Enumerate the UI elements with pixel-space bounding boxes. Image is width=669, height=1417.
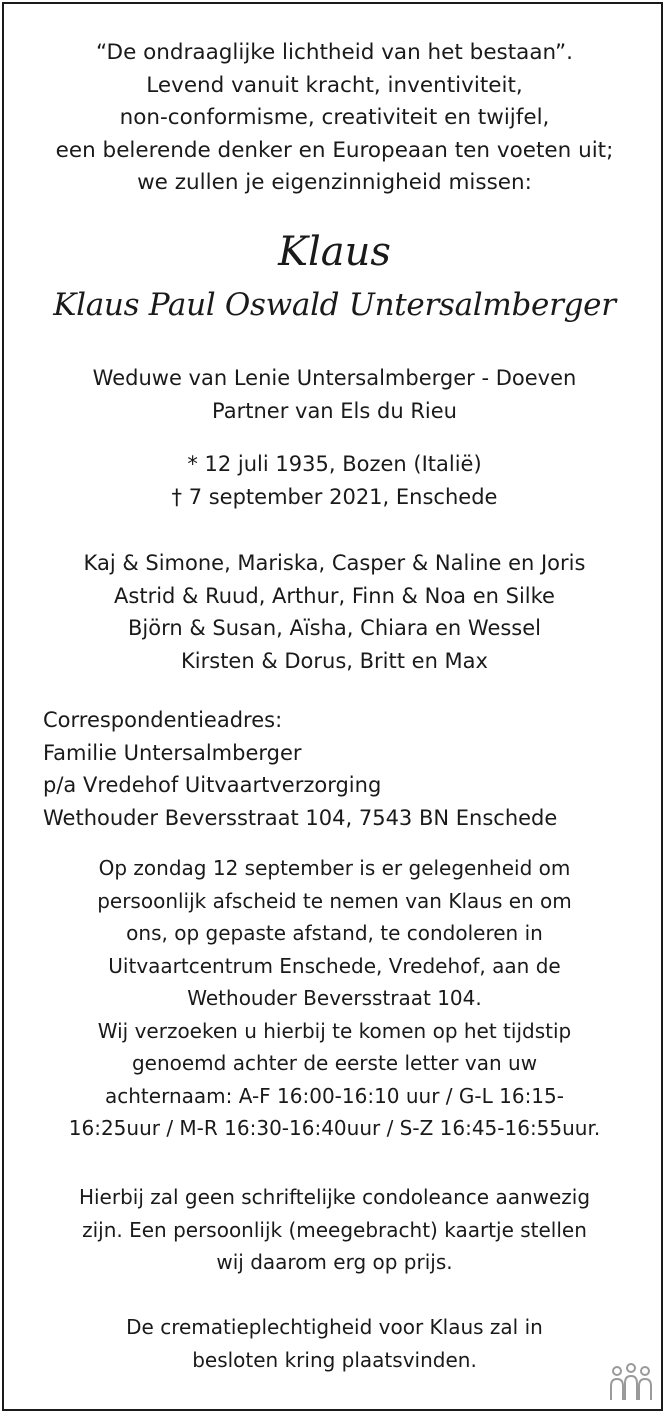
quote-line: “De ondraaglijke lichtheid van het bestaan”. (96, 40, 573, 65)
relation-line: Weduwe van Lenie Untersalmberger - Doeven (92, 366, 577, 390)
quote-line: non-conformisme, creativiteit en twijfel, (119, 105, 550, 130)
condolence-line: Hierbij zal geen schriftelijke condoleance aanwezig (78, 1185, 591, 1209)
dates-block (4, 448, 665, 513)
family-block (4, 547, 665, 677)
deceased-short-name: Klaus (278, 229, 391, 275)
cremation-line: besloten kring plaatsvinden. (192, 1347, 477, 1372)
farewell-line: Wij verzoeken u hierbij te komen op het tijdstip (97, 1018, 572, 1043)
condolence-line: zijn. Een persoonlijk (meegebracht) kaartje stellen (82, 1217, 587, 1242)
cremation-line: De crematieplechtigheid voor Klaus zal in (126, 1315, 543, 1339)
family-line: Kaj & Simone, Mariska, Casper & Naline en Joris (83, 551, 586, 575)
address-line: Correspondentieadres: (43, 708, 283, 732)
farewell-line: achternaam: A-F 16:00-16:10 uur / G-L 16:15- (105, 1083, 564, 1108)
address-line: Familie Untersalmberger (43, 740, 302, 765)
quote-line: we zullen je eigenzinnigheid missen: (137, 170, 532, 195)
farewell-info (4, 852, 665, 1145)
deceased-full-name: Klaus Paul Oswald Untersalmberger (53, 287, 616, 323)
birth-date: * 12 juli 1935, Bozen (Italië) (187, 452, 482, 476)
condolence-line: wij daarom erg op prijs. (216, 1250, 453, 1274)
family-line: Kirsten & Dorus, Britt en Max (181, 648, 488, 673)
quote-line: Levend vanuit kracht, inventiviteit, (146, 72, 523, 98)
cremation-info (4, 1311, 665, 1376)
relation-line: Partner van Els du Rieu (212, 398, 457, 423)
family-people-icon (608, 1362, 654, 1402)
farewell-line: Wethouder Beversstraat 104. (187, 986, 482, 1010)
family-line: Björn & Susan, Aïsha, Chiara en Wessel (127, 616, 542, 640)
farewell-line: persoonlijk afscheid te nemen van Klaus en om (97, 888, 572, 913)
relations-block (4, 362, 665, 427)
correspondence-address (4, 704, 665, 834)
address-line: Wethouder Beversstraat 104, 7543 BN Enschede (43, 805, 558, 830)
family-line: Astrid & Ruud, Arthur, Finn & Noa en Silke (114, 583, 555, 608)
death-date: † 7 september 2021, Enschede (171, 484, 498, 509)
address-line: p/a Vredehof Uitvaartverzorging (43, 773, 382, 797)
farewell-line: ons, op gepaste afstand, te condoleren in (126, 921, 543, 945)
condolence-info (4, 1181, 665, 1279)
farewell-line: genoemd achter de eerste letter van uw (131, 1051, 538, 1075)
farewell-line: Uitvaartcentrum Enschede, Vredehof, aan de (108, 953, 561, 978)
farewell-line: Op zondag 12 september is er gelegenheid om (98, 856, 571, 880)
obituary-card (2, 2, 663, 1411)
farewell-line: 16:25uur / M-R 16:30-16:40uur / S-Z 16:45-16:55uur. (68, 1116, 601, 1140)
opening-quote (4, 37, 665, 200)
quote-line: een belerende denker en Europeaan ten voeten uit; (55, 137, 614, 163)
